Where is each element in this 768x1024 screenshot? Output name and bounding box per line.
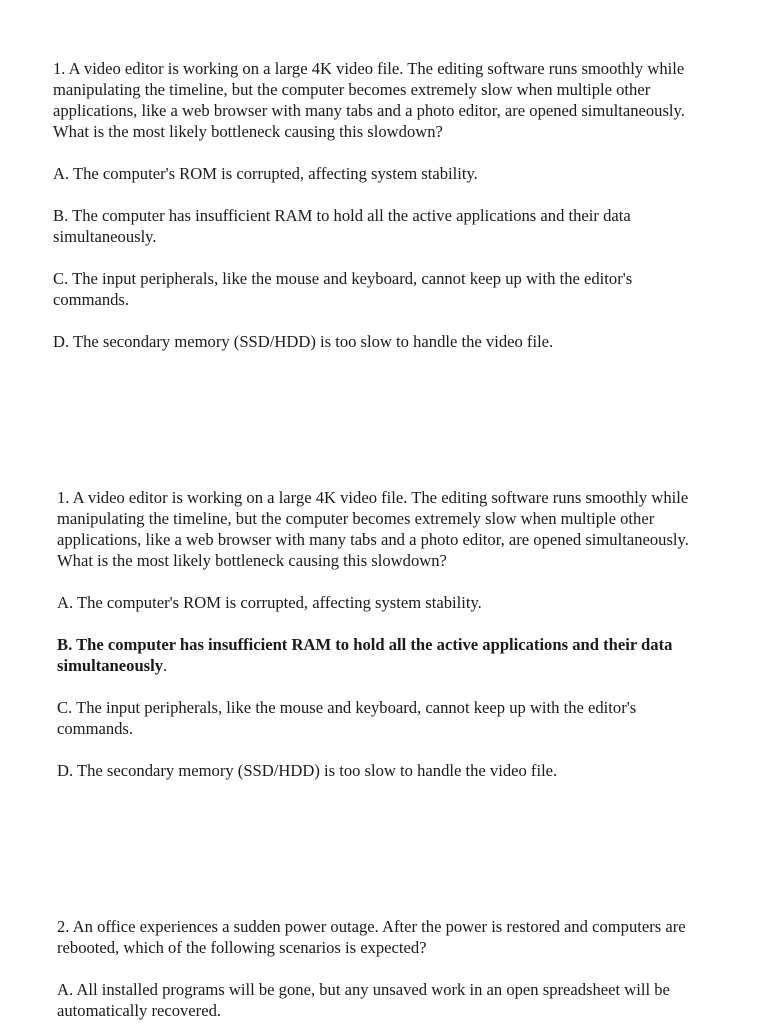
option-c: C. The input peripherals, like the mouse and keyboard, cannot keep up with the editor's commands. [53, 269, 633, 309]
question-text: 1. A video editor is working on a large 4K video file. The editing software runs smoothly while manipulating the timeline, but the computer becomes extremely slow when multiple other applications, like a web browser with many tabs and a photo editor, are opened simultaneously. What is the most likely bottleneck causing this slowdown? [53, 59, 685, 141]
option-a: A. The computer's ROM is corrupted, affecting system stability. [57, 593, 482, 612]
option-a: A. All installed programs will be gone, but any unsaved work in an open spreadsheet will be automatically recovered. [57, 980, 670, 1020]
option-a: A. The computer's ROM is corrupted, affecting system stability. [53, 164, 478, 183]
question-block-answered [57, 487, 705, 781]
correct-answer-text: B. The computer has insufficient RAM to hold all the active applications and their data simultaneously [57, 635, 673, 675]
option-b: B. The computer has insufficient RAM to hold all the active applications and their data simultaneously. [53, 206, 631, 246]
correct-answer-period: . [163, 656, 168, 675]
question-block-2 [57, 916, 705, 1021]
option-b-correct [57, 634, 705, 676]
option-d: D. The secondary memory (SSD/HDD) is too slow to handle the video file. [53, 332, 554, 351]
option-c: C. The input peripherals, like the mouse and keyboard, cannot keep up with the editor's commands. [57, 698, 637, 738]
question-text: 2. An office experiences a sudden power outage. After the power is restored and computers are rebooted, which of the following scenarios is expected? [57, 917, 686, 957]
question-block-original [53, 58, 701, 352]
option-d: D. The secondary memory (SSD/HDD) is too slow to handle the video file. [57, 761, 558, 780]
question-text: 1. A video editor is working on a large 4K video file. The editing software runs smoothly while manipulating the timeline, but the computer becomes extremely slow when multiple other applications, like a web browser with many tabs and a photo editor, are opened simultaneously. What is the most likely bottleneck causing this slowdown? [57, 488, 689, 570]
